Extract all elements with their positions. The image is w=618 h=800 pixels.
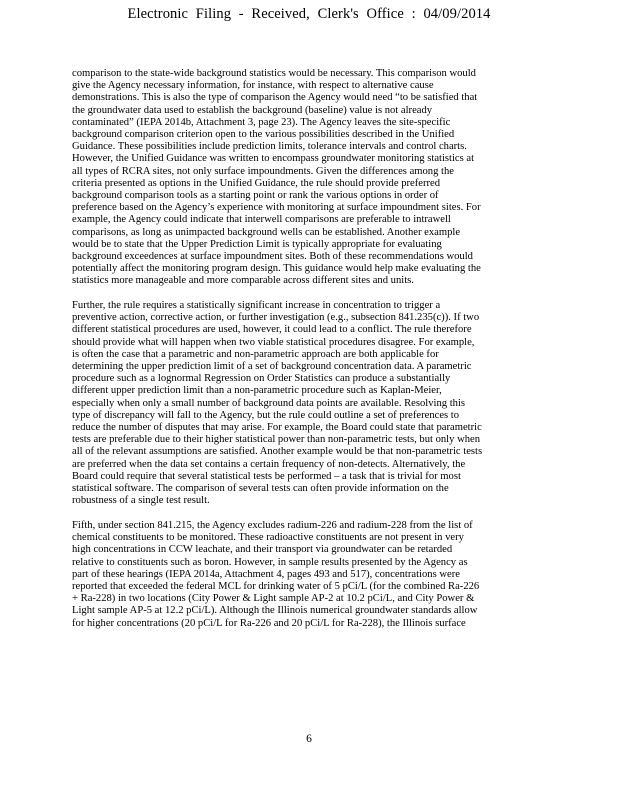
text-line: robustness of a single test result. bbox=[72, 495, 210, 507]
text-line: are preferred when the data set contains a certain frequency of non-detects. Alternatively, the bbox=[72, 458, 466, 470]
text-line: chemical constituents to be monitored. These radioactive constituents are not present in very bbox=[72, 532, 464, 544]
text-line: Light sample AP-5 at 12.2 pCi/L). Although the Illinois numerical groundwater standards allow bbox=[72, 605, 478, 617]
text-line: Board could require that several statistical tests be performed – a task that is trivial for most bbox=[72, 470, 461, 482]
text-line: all types of RCRA sites, not only surface impoundments. Given the differences among the bbox=[72, 165, 454, 177]
text-line: tests are preferable due to their higher statistical power than non-parametric tests, but only when bbox=[72, 434, 481, 446]
text-line: example, the Agency could indicate that interwell comparisons are preferable to intrawell bbox=[72, 214, 451, 226]
text-line: should provide what will happen when two viable statistical procedures disagree. For example, bbox=[72, 336, 475, 348]
text-line: for higher concentrations (20 pCi/L for Ra-226 and 20 pCi/L for Ra-228), the Illinois surface bbox=[72, 617, 466, 629]
text-line: + Ra-228) in two locations (City Power & Light sample AP-2 at 10.2 pCi/L, and City Power & bbox=[72, 593, 475, 605]
text-line: statistics more manageable and more comparable across different sites and units. bbox=[72, 275, 414, 287]
text-line: However, the Unified Guidance was written to encompass groundwater monitoring statistics at bbox=[72, 153, 475, 165]
paragraph-radium-exclusion bbox=[72, 520, 618, 630]
text-line: preference based on the Agency’s experience with monitoring at surface impoundment sites. For bbox=[72, 202, 481, 214]
paragraph-spacer bbox=[72, 288, 618, 300]
text-line: different statistical procedures are used, however, it could lead to a conflict. The rule therefore bbox=[72, 324, 472, 336]
page-number: 6 bbox=[306, 733, 312, 745]
text-line: determining the upper prediction limit of a set of background concentration data. A parametric bbox=[72, 361, 472, 373]
text-line: high concentrations in CCW leachate, and their transport via groundwater can be retarded bbox=[72, 544, 453, 556]
text-line: especially when only a small number of background data points are available. Resolving this bbox=[72, 397, 466, 409]
paragraph-statistical-procedures bbox=[72, 300, 618, 507]
text-line: background exceedences at surface impoundment sites. Both of these recommendations would bbox=[72, 251, 473, 263]
text-line: Fifth, under section 841.215, the Agency excludes radium-226 and radium-228 from the list of bbox=[72, 519, 473, 531]
text-line: type of discrepancy will fall to the Agency, but the rule could outline a set of preferences to bbox=[72, 409, 460, 421]
text-line: background comparison tools as a starting point or rank the various options in order of bbox=[72, 190, 439, 202]
text-line: demonstrations. This is also the type of comparison the Agency would need “to be satisfied that bbox=[72, 92, 478, 104]
text-line: Guidance. These possibilities include prediction limits, tolerance intervals and control charts. bbox=[72, 141, 467, 153]
filing-stamp-header: Electronic Filing - Received, Clerk's Office : 04/09/2014 bbox=[127, 6, 491, 22]
text-line: Further, the rule requires a statistically significant increase in concentration to trigger a bbox=[72, 300, 441, 312]
text-line: the groundwater data used to establish the background (baseline) value is not already bbox=[72, 104, 433, 116]
text-line: comparisons, as long as unimpacted background wells can be established. Another example bbox=[72, 226, 461, 238]
text-line: comparison to the state-wide background statistics would be necessary. This comparison would bbox=[72, 68, 476, 79]
text-line: contaminated” (IEPA 2014b, Attachment 3, page 23). The Agency leaves the site-specific bbox=[72, 116, 451, 128]
text-line: criteria presented as options in the Unified Guidance, the rule should provide preferred bbox=[72, 177, 441, 189]
text-line: statistical software. The comparison of several tests can often provide information on the bbox=[72, 483, 449, 495]
text-line: part of these hearings (IEPA 2014a, Attachment 4, pages 493 and 517), concentrations were bbox=[72, 568, 460, 580]
document-body bbox=[72, 68, 618, 630]
text-line: preventive action, corrective action, or further investigation (e.g., subsection 841.235(c)). If two bbox=[72, 312, 480, 324]
text-line: reduce the number of disputes that may arise. For example, the Board could state that parametric bbox=[72, 422, 482, 434]
text-line: different upper prediction limit than a non-parametric procedure such as Kaplan-Meier, bbox=[72, 385, 442, 397]
text-line: background comparison criterion open to the various possibilities described in the Unified bbox=[72, 129, 455, 141]
text-line: all of the relevant assumptions are satisfied. Another example would be that non-parametric tests bbox=[72, 446, 483, 458]
text-line: potentially affect the monitoring program design. This guidance would help make evaluating the bbox=[72, 263, 481, 275]
text-line: is often the case that a parametric and non-parametric approach are both applicable for bbox=[72, 348, 439, 360]
text-line: procedure such as a lognormal Regression on Order Statistics can produce a substantially bbox=[72, 373, 451, 385]
paragraph-background-comparison bbox=[72, 68, 618, 288]
text-line: relative to constituents such as boron. However, in sample results presented by the Agency as bbox=[72, 556, 468, 568]
text-line: would be to state that the Upper Prediction Limit is typically appropriate for evaluating bbox=[72, 238, 442, 250]
text-line: give the Agency necessary information, for instance, with respect to alternative cause bbox=[72, 80, 434, 92]
text-line: reported that exceeded the federal MCL for drinking water of 5 pCi/L (for the combined Ra-226 bbox=[72, 580, 480, 592]
paragraph-spacer bbox=[72, 508, 618, 520]
